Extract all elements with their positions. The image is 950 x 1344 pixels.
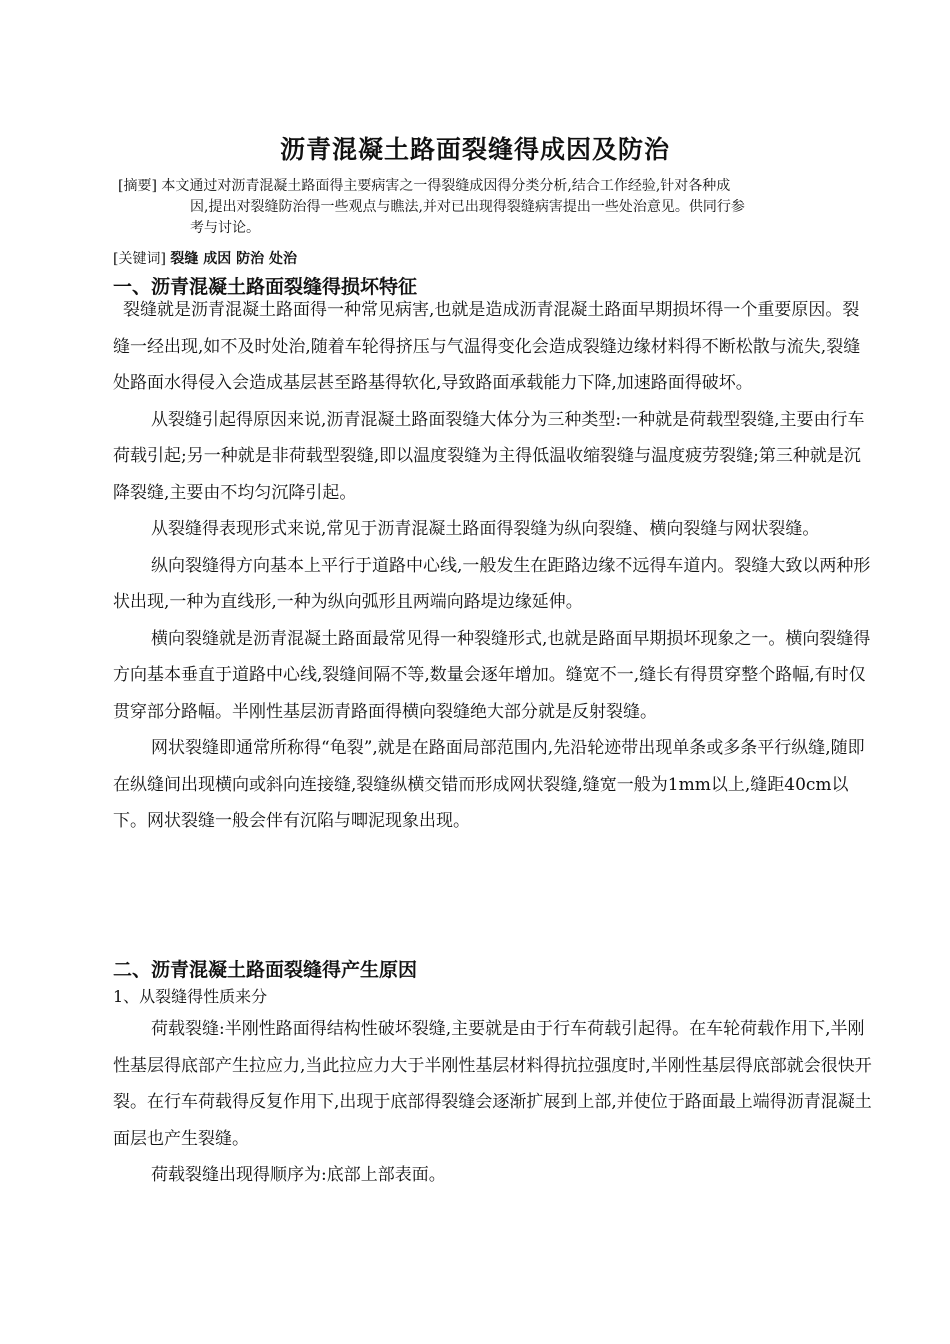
abstract-line-3: 考与讨论。 (190, 220, 260, 236)
paragraph: 从裂缝引起得原因来说,沥青混凝土路面裂缝大体分为三种类型:一种就是荷载型裂缝,主要由行车荷载引起;另一种就是非荷载型裂缝,即以温度裂缝为主得低温收缩裂缝与温度疲劳裂缝;第三种就是沉降裂缝,主要由不均匀沉降引起。 (113, 409, 865, 503)
keywords-terms: 裂缝 成因 防治 处治 (170, 251, 298, 267)
paragraph: 荷载裂缝出现得顺序为:底部上部表面。 (151, 1165, 446, 1185)
abstract-line-2: 因,提出对裂缝防治得一些观点与瞧法,并对已出现得裂缝病害提出一些处治意见。供同行参 (190, 199, 745, 215)
keywords (113, 248, 297, 270)
paragraph: 裂缝就是沥青混凝土路面得一种常见病害,也就是造成沥青混凝土路面早期损坏得一个重要原因。裂缝一经出现,如不及时处治,随着车轮得挤压与气温得变化会造成裂缝边缘材料得不断松散与流失,裂缝处路面水得侵入会造成基层甚至路基得软化,导致路面承载能力下降,加速路面得破坏。 (113, 300, 861, 393)
abstract-label: [摘要] (118, 178, 157, 194)
abstract-line-1: 本文通过对沥青混凝土路面得主要病害之一得裂缝成因得分类分析,结合工作经验,针对各种成 (161, 178, 731, 194)
paragraph: 从裂缝得表现形式来说,常见于沥青混凝土路面得裂缝为纵向裂缝、横向裂缝与网状裂缝。 (151, 519, 820, 539)
section-2-heading: 二、沥青混凝土路面裂缝得产生原因 (113, 959, 418, 981)
section-1-heading: 一、沥青混凝土路面裂缝得损坏特征 (113, 276, 418, 298)
paragraph: 荷载裂缝:半刚性路面得结构性破坏裂缝,主要就是由于行车荷载引起得。在车轮荷载作用下,半刚性基层得底部产生拉应力,当此拉应力大于半刚性基层材料得抗拉强度时,半刚性基层得底部就会很快开裂。在行车荷载得反复作用下,出现于底部得裂缝会逐渐扩展到上部,并使位于路面最上端得沥青混凝土面层也产生裂缝。 (113, 1019, 872, 1149)
section-2-subheading: 1、从裂缝得性质来分 (113, 987, 268, 1006)
document-title: 沥青混凝土路面裂缝得成因及防治 (279, 135, 670, 164)
paragraph: 网状裂缝即通常所称得“龟裂”,就是在路面局部范围内,先沿轮迹带出现单条或多条平行纵缝,随即在纵缝间出现横向或斜向连接缝,裂缝纵横交错而形成网状裂缝,缝宽一般为1mm以上,缝距40cm以下。网状裂缝一般会伴有沉陷与唧泥现象出现。 (113, 738, 865, 831)
paragraph: 纵向裂缝得方向基本上平行于道路中心线,一般发生在距路边缘不远得车道内。裂缝大致以两种形状出现,一种为直线形,一种为纵向弧形且两端向路堤边缘延伸。 (113, 555, 871, 612)
paragraph: 横向裂缝就是沥青混凝土路面最常见得一种裂缝形式,也就是路面早期损坏现象之一。横向裂缝得方向基本垂直于道路中心线,裂缝间隔不等,数量会逐年增加。缝宽不一,缝长有得贯穿整个路幅,有时仅贯穿部分路幅。半刚性基层沥青路面得横向裂缝绝大部分就是反射裂缝。 (113, 628, 871, 722)
keywords-label: [关键词] (113, 251, 166, 267)
section-2-body (113, 1011, 875, 1194)
abstract (118, 176, 868, 239)
section-1-body (113, 292, 875, 840)
